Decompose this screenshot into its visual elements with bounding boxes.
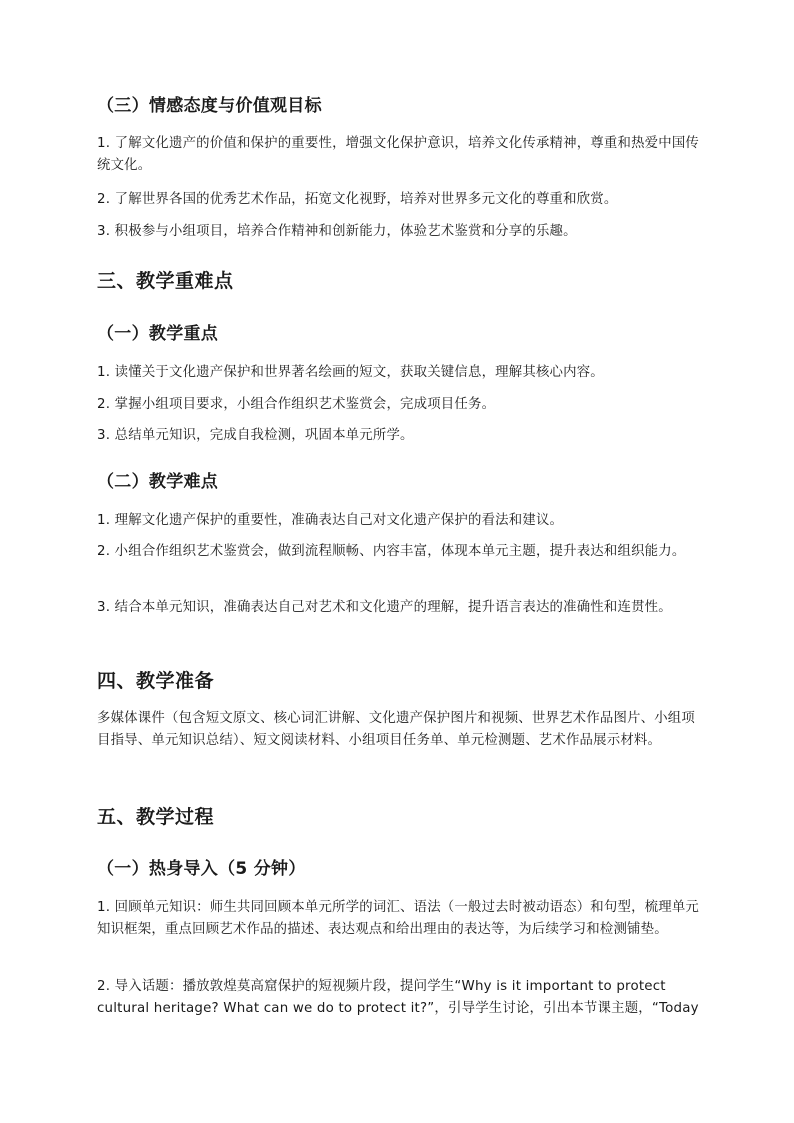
heading-key-difficult-points: 三、教学重难点	[97, 270, 234, 292]
preparation-text: 多媒体课件（包含短文原文、核心词汇讲解、文化遗产保护图片和视频、世界艺术作品图片、小组项目指导、单元知识总结）、短文阅读材料、小组项目任务单、单元检测题、艺术作品展示材料。	[97, 711, 695, 748]
heading-teaching-process: 五、教学过程	[97, 806, 215, 828]
heading-key-points: （一）教学重点	[97, 324, 219, 344]
list-item: 2. 掌握小组项目要求，小组合作组织艺术鉴赏会，完成项目任务。	[97, 397, 496, 412]
list-item: 1. 理解文化遗产保护的重要性，准确表达自己对文化遗产保护的看法和建议。	[97, 513, 564, 528]
list-item: 2. 了解世界各国的优秀艺术作品，拓宽文化视野，培养对世界多元文化的尊重和欣赏。	[97, 192, 618, 207]
list-item: 3. 积极参与小组项目，培养合作精神和创新能力，体验艺术鉴赏和分享的乐趣。	[97, 224, 577, 239]
heading-teaching-preparation: 四、教学准备	[97, 670, 215, 692]
list-item: 2. 小组合作组织艺术鉴赏会，做到流程顺畅、内容丰富，体现本单元主题，提升表达和组织能力。	[97, 544, 686, 559]
list-item: 3. 总结单元知识，完成自我检测，巩固本单元所学。	[97, 428, 414, 443]
list-item: 1. 了解文化遗产的价值和保护的重要性，增强文化保护意识，培养文化传承精神，尊重和热爱中国传统文化。	[97, 136, 700, 173]
list-item: 2. 导入话题：播放敦煌莫高窟保护的短视频片段，提问学生“Why is it important to protect cultural heritage? What can we do to protect it?”，引导学生讨论，引出本节课主题，“Today	[97, 979, 699, 1016]
heading-difficult-points: （二）教学难点	[97, 472, 219, 492]
heading-warm-up: （一）热身导入（5 分钟）	[97, 859, 306, 879]
list-item: 1. 读懂关于文化遗产保护和世界著名绘画的短文，获取关键信息，理解其核心内容。	[97, 365, 604, 380]
list-item: 3. 结合本单元知识，准确表达自己对艺术和文化遗产的理解，提升语言表达的准确性和连贯性。	[97, 600, 672, 615]
heading-affective-goals: （三）情感态度与价值观目标	[97, 96, 322, 116]
list-item: 1. 回顾单元知识：师生共同回顾本单元所学的词汇、语法（一般过去时被动语态）和句型，梳理单元知识框架，重点回顾艺术作品的描述、表达观点和给出理由的表达等，为后续学习和检测铺垫。	[97, 900, 700, 937]
